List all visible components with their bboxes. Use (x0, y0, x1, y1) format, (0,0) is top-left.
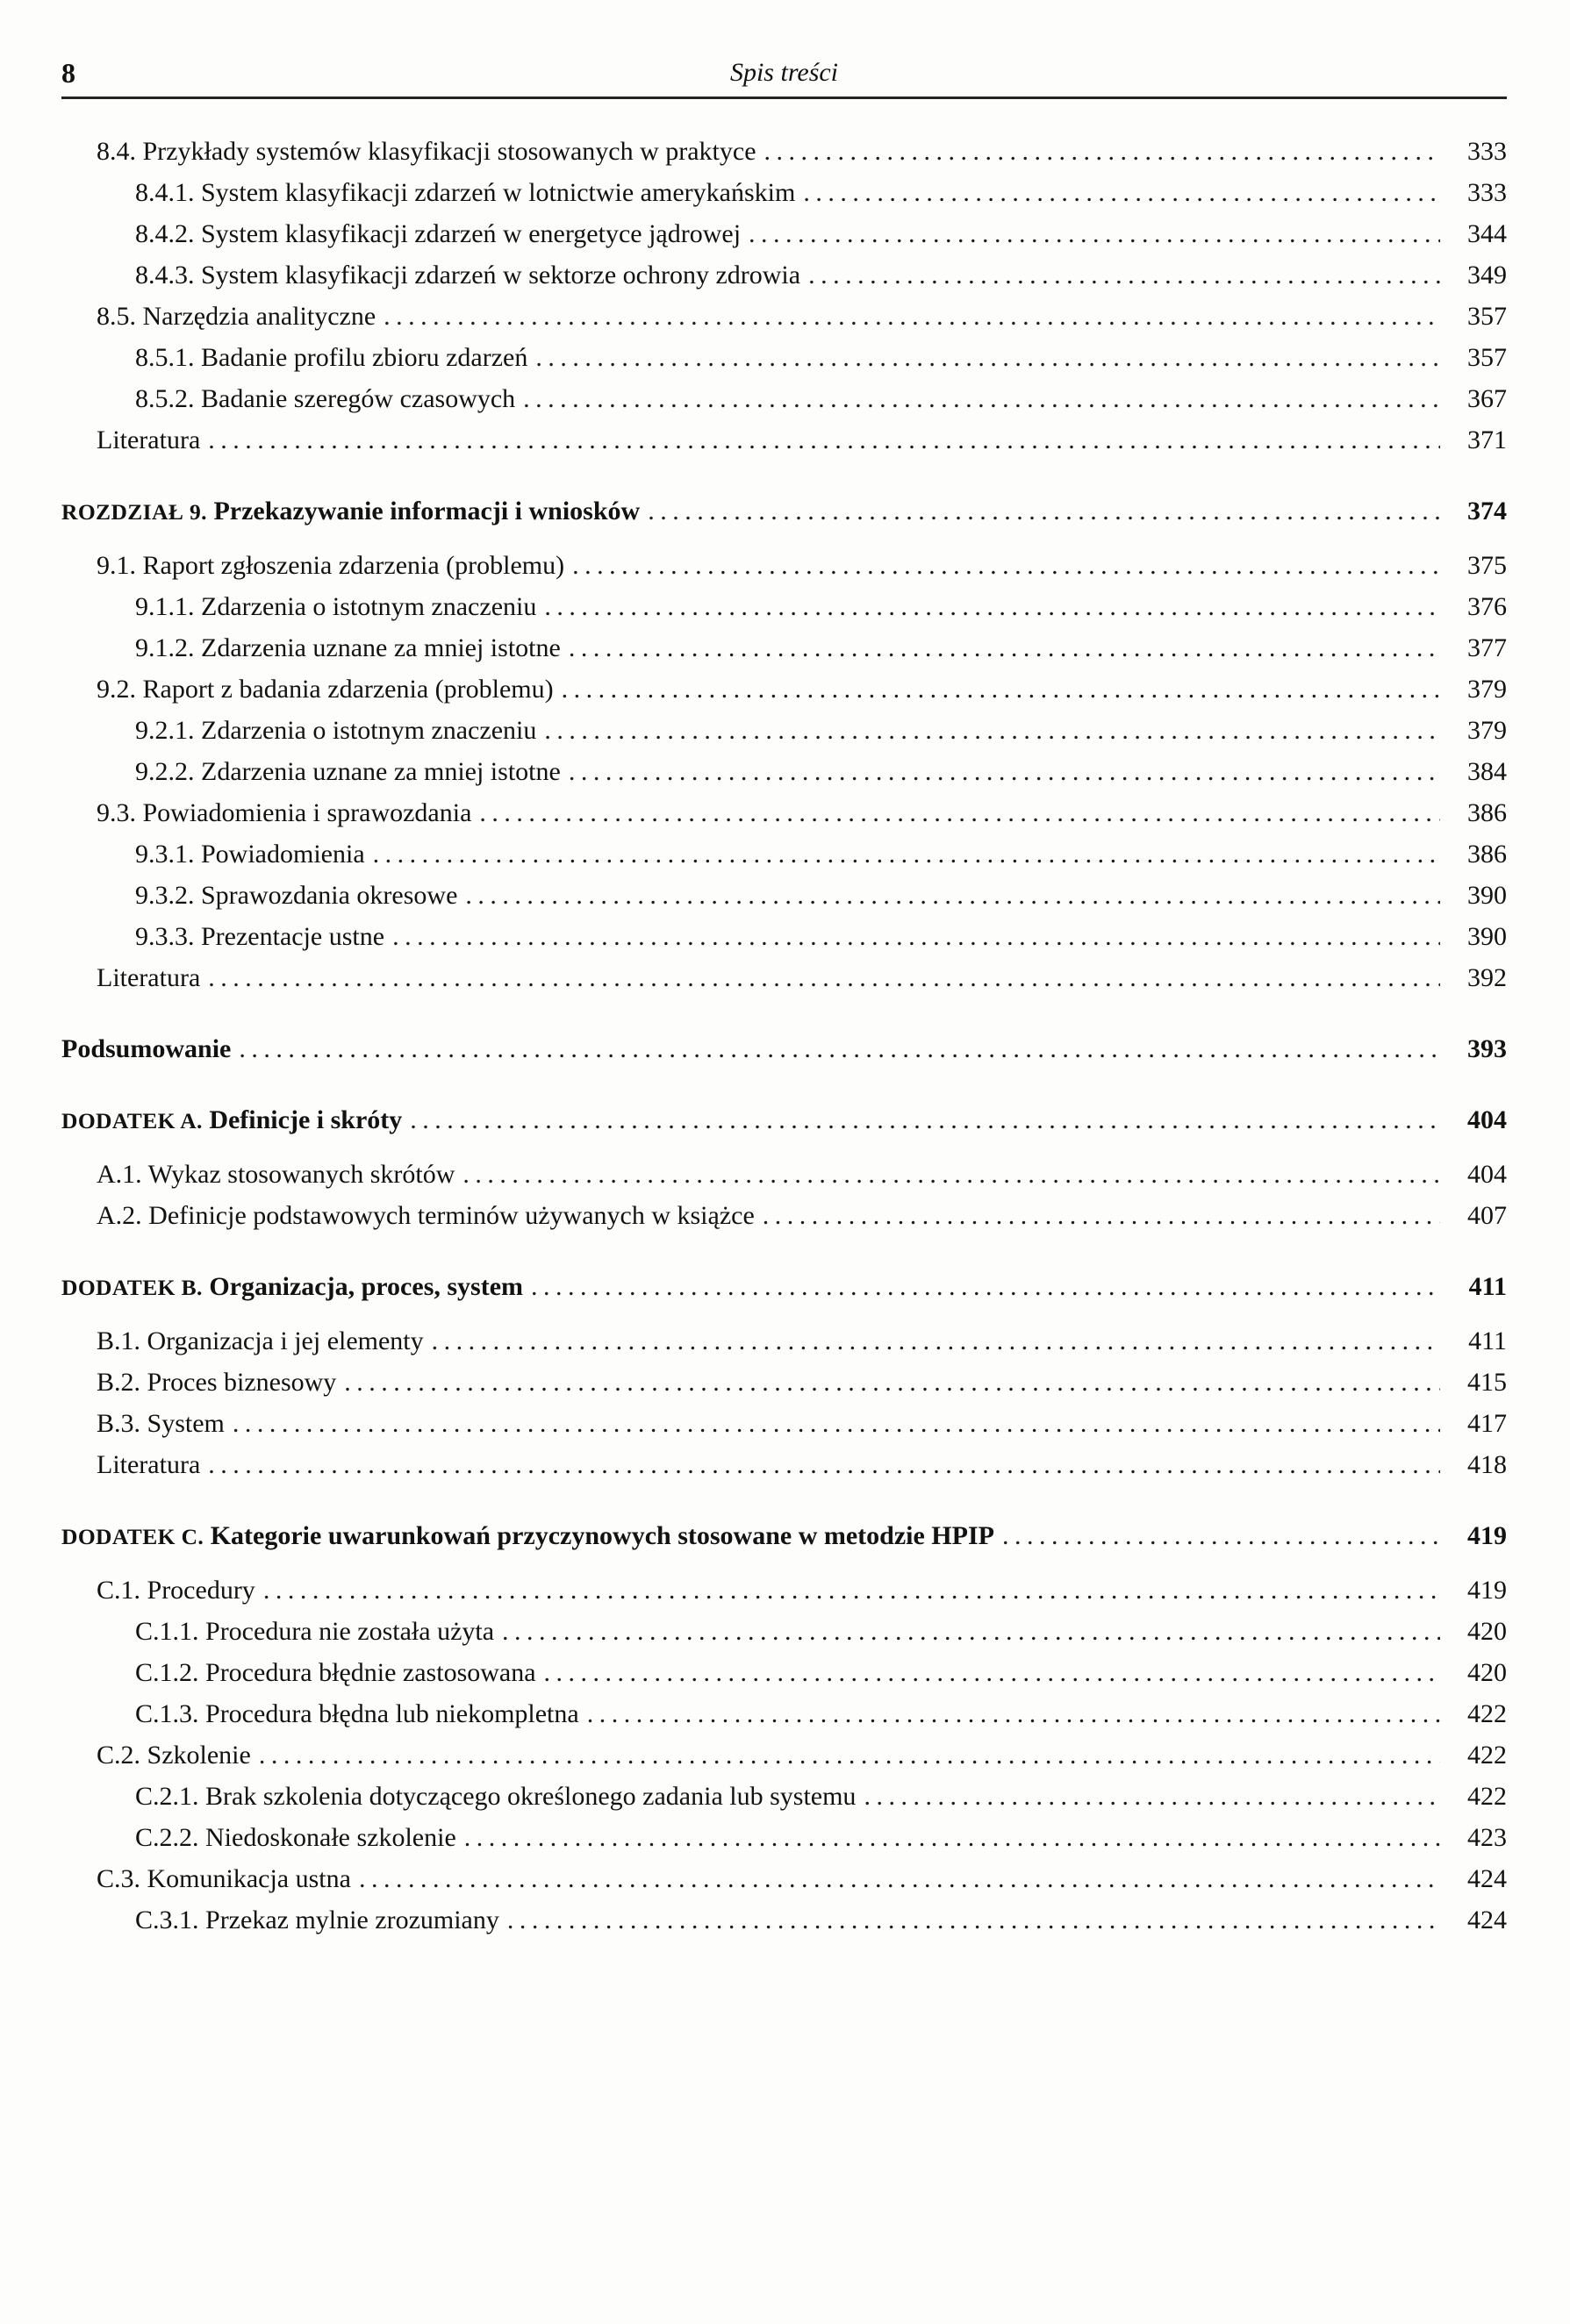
dot-leader (763, 1195, 1440, 1236)
chapter-prefix: DODATEK B. (61, 1275, 203, 1300)
toc-entry-label (97, 1195, 755, 1236)
dot-leader (465, 875, 1440, 916)
toc-entry (61, 1154, 1507, 1195)
toc-entry (61, 337, 1507, 378)
entry-title: 9.2. Raport z badania zdarzenia (problemu) (97, 675, 554, 704)
toc-entry-label (135, 172, 795, 213)
toc-entry-label (135, 1899, 499, 1941)
toc-entry-page: 422 (1467, 1699, 1507, 1728)
dot-leader (392, 916, 1440, 957)
toc-entry (61, 586, 1507, 627)
toc-entry-page: 420 (1467, 1617, 1507, 1646)
dot-leader (208, 957, 1440, 998)
entry-title: 8.5.1. Badanie profilu zbioru zdarzeń (135, 343, 528, 372)
entry-title: Definicje i skróty (209, 1105, 403, 1134)
running-header (61, 54, 1507, 99)
entry-title: Literatura (97, 425, 201, 454)
toc-entry (61, 1817, 1507, 1858)
toc-entry (61, 254, 1507, 296)
toc-entry (61, 792, 1507, 833)
toc-entry-page: 424 (1467, 1906, 1507, 1934)
toc-entry-label (97, 1403, 225, 1444)
dot-leader (239, 1028, 1440, 1069)
dot-leader (523, 378, 1440, 419)
entry-title: 9.1.1. Zdarzenia o istotnym znaczeniu (135, 592, 537, 621)
entry-title: 9.1. Raport zgłoszenia zdarzenia (problemu) (97, 551, 565, 580)
dot-leader (359, 1858, 1440, 1899)
toc-entry (61, 669, 1507, 710)
toc-entry-page: 379 (1467, 716, 1507, 745)
entry-title: C.1.1. Procedura nie została użyta (135, 1617, 495, 1646)
toc-entry-label (135, 710, 536, 751)
dot-leader (208, 419, 1440, 461)
toc-entry (61, 1570, 1507, 1611)
toc-entry-page: 420 (1467, 1658, 1507, 1687)
dot-leader (432, 1320, 1440, 1362)
toc-entry-page: 390 (1467, 922, 1507, 951)
toc-entry (61, 710, 1507, 751)
dot-leader (544, 1652, 1440, 1693)
dot-leader (569, 627, 1440, 669)
toc-entry-page: 407 (1467, 1201, 1507, 1230)
toc-entry-page: 423 (1467, 1823, 1507, 1852)
dot-leader (535, 337, 1440, 378)
toc-entry-label (61, 1515, 994, 1557)
toc-entry (61, 131, 1507, 172)
toc-entry (61, 1693, 1507, 1734)
toc-entry-label (61, 1266, 523, 1308)
toc-entry-page: 357 (1467, 343, 1507, 372)
dot-leader (749, 213, 1440, 254)
toc-entry-label (135, 751, 561, 792)
dot-leader (572, 545, 1440, 586)
toc-entry (61, 751, 1507, 792)
toc-entry-label (97, 419, 200, 461)
toc-entry (61, 1444, 1507, 1485)
toc-entry-page: 419 (1467, 1521, 1507, 1550)
entry-title: C.3.1. Przekaz mylnie zrozumiany (135, 1906, 499, 1934)
toc-entry-page: 419 (1467, 1576, 1507, 1605)
dot-leader (531, 1266, 1440, 1307)
toc-entry-label (97, 296, 376, 337)
toc-entry-label (97, 669, 554, 710)
entry-title: 9.2.1. Zdarzenia o istotnym znaczeniu (135, 716, 537, 745)
dot-leader (344, 1362, 1440, 1403)
toc-entry-label (97, 1570, 255, 1611)
dot-leader (373, 833, 1440, 875)
toc-entry (61, 1195, 1507, 1236)
toc-entry-page: 411 (1468, 1272, 1507, 1301)
toc-entry (61, 296, 1507, 337)
toc-heading-entry (61, 1028, 1507, 1069)
entry-title: 8.4.3. System klasyfikacji zdarzeń w sektorze ochrony zdrowia (135, 261, 801, 290)
toc-entry-label (135, 1611, 494, 1652)
toc-entry-label (135, 337, 527, 378)
toc-entry-label (135, 875, 457, 916)
dot-leader (464, 1817, 1440, 1858)
entry-title: Organizacja, proces, system (209, 1272, 524, 1301)
entry-title: C.1.2. Procedura błędnie zastosowana (135, 1658, 536, 1687)
toc-entry-label (97, 1858, 351, 1899)
entry-title: B.3. System (97, 1409, 225, 1438)
toc-entry-page: 374 (1467, 497, 1507, 526)
toc-entry-page: 333 (1467, 137, 1507, 166)
entry-title: 8.5.2. Badanie szeregów czasowych (135, 384, 516, 413)
toc-entry-page: 390 (1467, 881, 1507, 910)
entry-title: 8.4.2. System klasyfikacji zdarzeń w energetyce jądrowej (135, 219, 742, 248)
toc-entry-page: 404 (1467, 1160, 1507, 1189)
dot-leader (233, 1403, 1440, 1444)
toc-entry (61, 213, 1507, 254)
toc-entry-label (97, 1444, 200, 1485)
toc-heading-entry (61, 1266, 1507, 1308)
toc-entry-page: 386 (1467, 840, 1507, 869)
entry-title: 9.2.2. Zdarzenia uznane za mniej istotne (135, 757, 561, 786)
dot-leader (587, 1693, 1440, 1734)
toc-entry-page: 367 (1467, 384, 1507, 413)
entry-title: C.3. Komunikacja ustna (97, 1864, 351, 1893)
entry-title: C.1.3. Procedura błędna lub niekompletna (135, 1699, 579, 1728)
toc-entry-label (97, 131, 756, 172)
toc-entry-page: 392 (1467, 963, 1507, 992)
page-title: Spis treści (729, 58, 839, 87)
entry-title: Kategorie uwarunkowań przyczynowych stosowane w metodzie HPIP (210, 1521, 994, 1550)
toc-entry-page: 376 (1467, 592, 1507, 621)
toc-entry (61, 419, 1507, 461)
toc-entry-label (135, 1652, 536, 1693)
dot-leader (569, 751, 1440, 792)
page-number: 8 (61, 57, 75, 89)
entry-title: C.2.2. Niedoskonałe szkolenie (135, 1823, 456, 1852)
toc-entry-label (135, 378, 515, 419)
toc-entry-page: 411 (1468, 1326, 1507, 1355)
toc-entry-page: 415 (1467, 1368, 1507, 1397)
toc-entry-label (97, 1362, 336, 1403)
entry-title: 9.3.3. Prezentacje ustne (135, 922, 385, 951)
dot-leader (208, 1444, 1440, 1485)
toc-entry-label (61, 1028, 231, 1069)
dot-leader (562, 669, 1440, 710)
entry-title: 9.3.1. Powiadomienia (135, 840, 365, 869)
toc-entry-label (61, 490, 640, 533)
toc-entry-page: 384 (1467, 757, 1507, 786)
toc-entry-page: 422 (1467, 1782, 1507, 1811)
toc-entry-page: 422 (1467, 1741, 1507, 1770)
toc-entry (61, 1858, 1507, 1899)
entry-title: C.2.1. Brak szkolenia dotyczącego określonego zadania lub systemu (135, 1782, 857, 1811)
dot-leader (1002, 1515, 1440, 1556)
toc-entry-page: 404 (1467, 1105, 1507, 1134)
toc-entry-label (135, 1693, 579, 1734)
toc-entry-label (135, 254, 800, 296)
toc-entry-page: 377 (1467, 633, 1507, 662)
entry-title: Literatura (97, 1450, 201, 1479)
toc-entry-page: 333 (1467, 178, 1507, 207)
toc-entry-page: 344 (1467, 219, 1507, 248)
toc-entry (61, 1320, 1507, 1362)
entry-title: A.1. Wykaz stosowanych skrótów (97, 1160, 455, 1189)
dot-leader (803, 172, 1440, 213)
toc-entry-page: 393 (1467, 1034, 1507, 1063)
toc-entry (61, 1611, 1507, 1652)
toc-entry-label (61, 1099, 402, 1141)
dot-leader (544, 586, 1440, 627)
toc-heading-entry (61, 1515, 1507, 1557)
dot-leader (507, 1899, 1440, 1941)
dot-leader (384, 296, 1440, 337)
toc-entry (61, 172, 1507, 213)
toc-entry-label (135, 586, 536, 627)
dot-leader (263, 1570, 1440, 1611)
toc-entry-page: 386 (1467, 798, 1507, 827)
toc-entry-label (97, 1154, 455, 1195)
toc-entry-label (97, 792, 471, 833)
dot-leader (764, 131, 1440, 172)
toc-entry (61, 545, 1507, 586)
entry-title: B.2. Proces biznesowy (97, 1368, 337, 1397)
toc-entry (61, 916, 1507, 957)
toc-entry-label (135, 833, 365, 875)
toc-entry (61, 875, 1507, 916)
entry-title: Literatura (97, 963, 201, 992)
toc-entry-label (97, 545, 564, 586)
toc-entry (61, 1652, 1507, 1693)
dot-leader (544, 710, 1440, 751)
toc-entry (61, 627, 1507, 669)
toc-list (61, 99, 1507, 1941)
dot-leader (410, 1099, 1440, 1141)
entry-title: Podsumowanie (61, 1034, 232, 1063)
toc-entry-page: 371 (1467, 425, 1507, 454)
toc-entry-page: 357 (1467, 302, 1507, 331)
toc-entry (61, 1362, 1507, 1403)
entry-title: A.2. Definicje podstawowych terminów używanych w książce (97, 1201, 755, 1230)
toc-entry-page: 417 (1467, 1409, 1507, 1438)
entry-title: 9.3. Powiadomienia i sprawozdania (97, 798, 472, 827)
chapter-prefix: DODATEK A. (61, 1108, 203, 1133)
toc-entry-label (135, 916, 384, 957)
entry-title: 8.5. Narzędzia analityczne (97, 302, 376, 331)
toc-entry (61, 833, 1507, 875)
toc-heading-entry (61, 490, 1507, 533)
chapter-prefix: ROZDZIAŁ 9. (61, 499, 207, 525)
toc-entry-page: 349 (1467, 261, 1507, 290)
entry-title: C.2. Szkolenie (97, 1741, 251, 1770)
toc-entry-label (97, 1734, 251, 1776)
entry-title: Przekazywanie informacji i wniosków (213, 497, 641, 526)
entry-title: 8.4.1. System klasyfikacji zdarzeń w lotnictwie amerykańskim (135, 178, 796, 207)
toc-entry-label (135, 627, 561, 669)
dot-leader (502, 1611, 1440, 1652)
dot-leader (462, 1154, 1440, 1195)
toc-entry-label (135, 1817, 456, 1858)
toc-entry-page: 375 (1467, 551, 1507, 580)
toc-heading-entry (61, 1099, 1507, 1141)
chapter-prefix: DODATEK C. (61, 1524, 204, 1549)
dot-leader (259, 1734, 1440, 1776)
toc-entry (61, 1899, 1507, 1941)
toc-entry (61, 1403, 1507, 1444)
toc-entry (61, 957, 1507, 998)
entry-title: C.1. Procedury (97, 1576, 255, 1605)
toc-entry-label (97, 957, 200, 998)
dot-leader (479, 792, 1440, 833)
toc-entry-page: 379 (1467, 675, 1507, 704)
toc-entry (61, 1734, 1507, 1776)
toc-entry-page: 424 (1467, 1864, 1507, 1893)
toc-entry (61, 1776, 1507, 1817)
dot-leader (648, 490, 1440, 532)
dot-leader (808, 254, 1440, 296)
toc-entry (61, 378, 1507, 419)
toc-entry-page: 418 (1467, 1450, 1507, 1479)
dot-leader (864, 1776, 1440, 1817)
toc-entry-label (135, 213, 741, 254)
entry-title: 9.1.2. Zdarzenia uznane za mniej istotne (135, 633, 561, 662)
toc-entry-label (135, 1776, 856, 1817)
entry-title: B.1. Organizacja i jej elementy (97, 1326, 424, 1355)
entry-title: 9.3.2. Sprawozdania okresowe (135, 881, 458, 910)
toc-entry-label (97, 1320, 424, 1362)
entry-title: 8.4. Przykłady systemów klasyfikacji stosowanych w praktyce (97, 137, 756, 166)
